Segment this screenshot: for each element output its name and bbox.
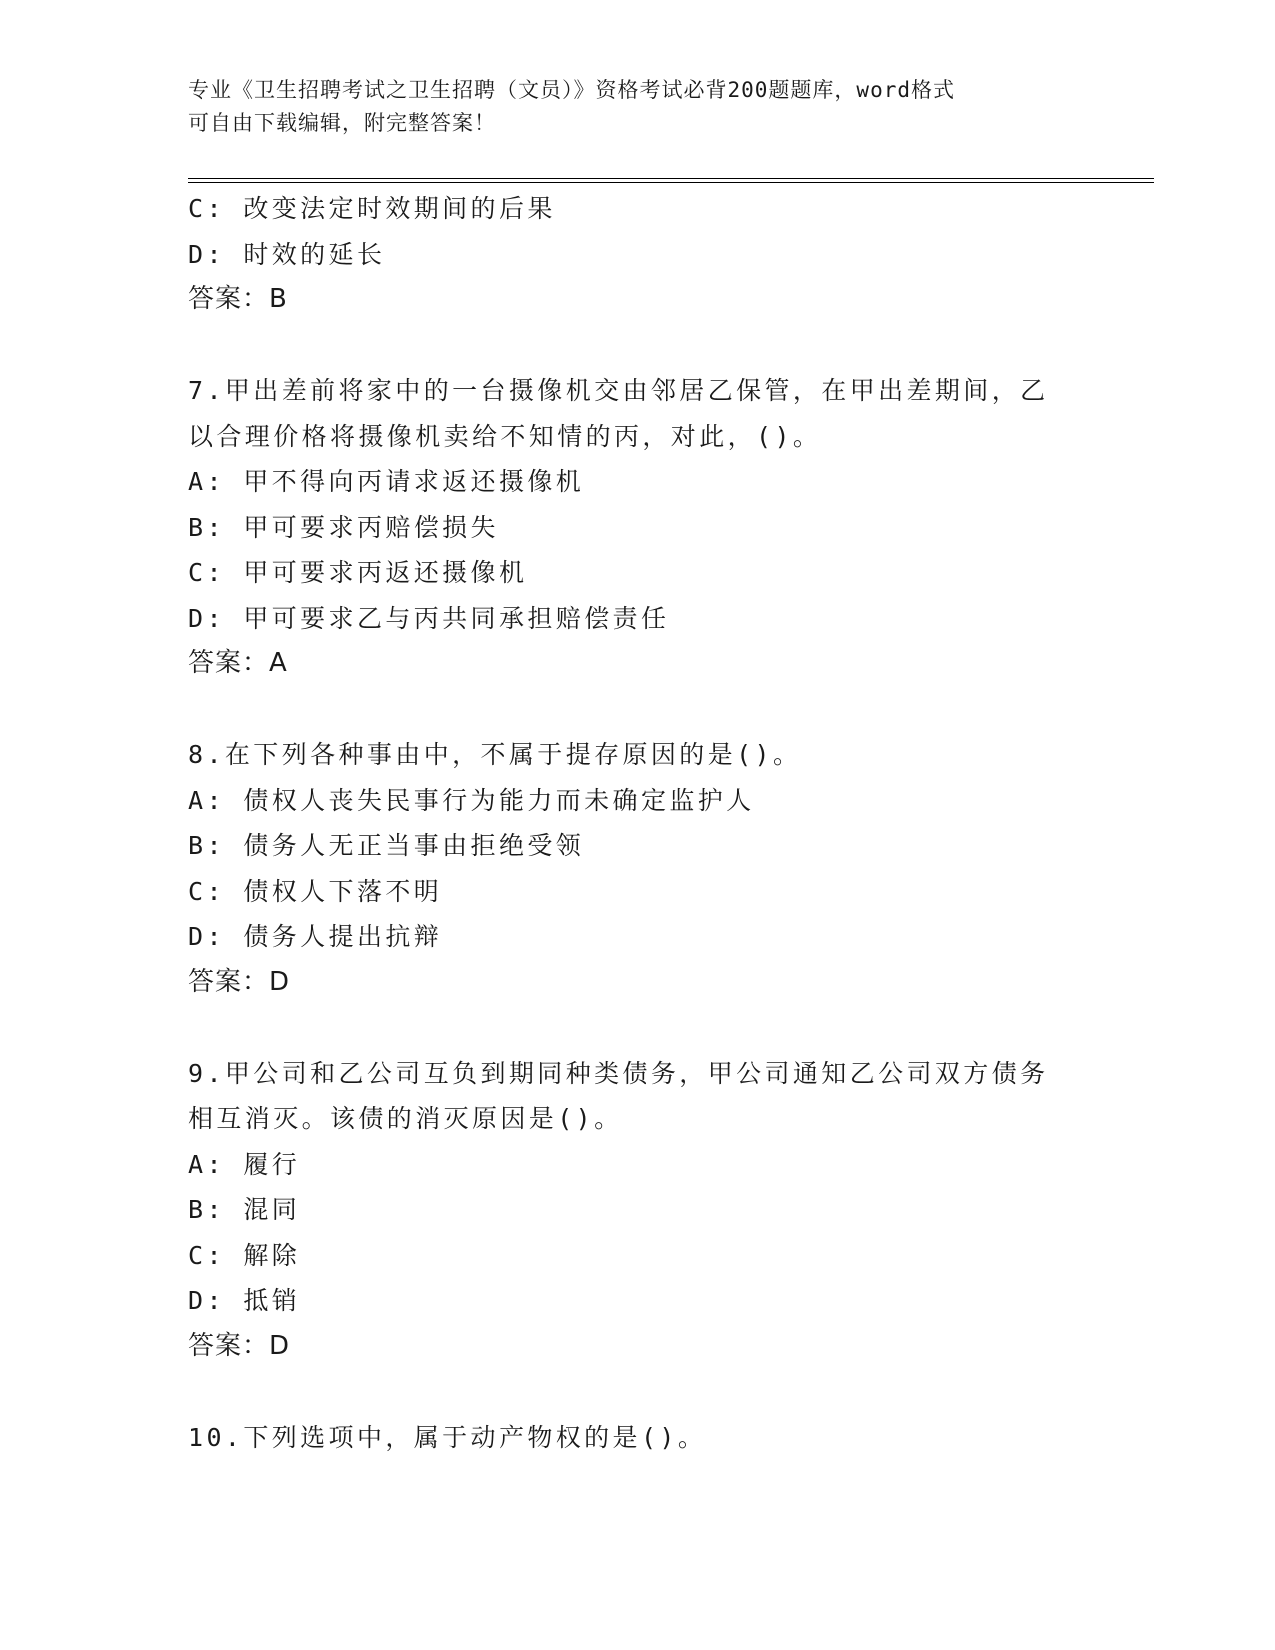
spacer [188, 323, 1088, 369]
q7-stem-line-1: 7.甲出差前将家中的一台摄像机交由邻居乙保管，在甲出差期间，乙 [188, 376, 1049, 405]
q9-stem-line-2: 相互消灭。该债的消灭原因是()。 [188, 1104, 623, 1133]
q9-option-a: A: 履行 [188, 1149, 301, 1179]
q8-answer: 答案：D [188, 966, 291, 997]
spacer [188, 1369, 1088, 1415]
q6-option-c: C: 改变法定时效期间的后果 [188, 194, 556, 223]
header-title-line-1: 专业《卫生招聘考试之卫生招聘（文员）》资格考试必背200题题库，word格式 [188, 78, 955, 102]
spacer [188, 687, 1088, 733]
page-header [188, 74, 1088, 140]
q8-option-c: C: 债权人下落不明 [188, 876, 443, 906]
q7-option-a: A: 甲不得向丙请求返还摄像机 [188, 467, 585, 496]
q7-option-d: D: 甲可要求乙与丙共同承担赔偿责任 [188, 603, 670, 633]
q9-option-d: D: 抵销 [188, 1286, 301, 1315]
q9-option-c: C: 解除 [188, 1240, 301, 1270]
question-list [188, 186, 1088, 1460]
q6-option-d: D: 时效的延长 [188, 239, 386, 269]
q9-option-b: B: 混同 [188, 1195, 301, 1224]
q9-stem-line-1: 9.甲公司和乙公司互负到期同种类债务，甲公司通知乙公司双方债务 [188, 1058, 1049, 1088]
q8-option-a: A: 债权人丧失民事行为能力而未确定监护人 [188, 785, 755, 815]
spacer [188, 1005, 1088, 1051]
q9-answer: 答案：D [188, 1330, 291, 1361]
q7-option-b: B: 甲可要求丙赔偿损失 [188, 512, 499, 542]
q6-answer: 答案：B [188, 284, 288, 314]
q8-option-d: D: 债务人提出抗辩 [188, 922, 443, 951]
q8-stem-line-1: 8.在下列各种事由中，不属于提存原因的是()。 [188, 740, 802, 769]
q7-answer: 答案：A [188, 648, 288, 678]
header-divider [188, 178, 1154, 183]
q8-option-b: B: 债务人无正当事由拒绝受领 [188, 831, 585, 860]
q7-stem-line-2: 以合理价格将摄像机卖给不知情的丙，对此，()。 [188, 421, 822, 451]
q10-stem-line-1: 10.下列选项中，属于动产物权的是()。 [188, 1422, 707, 1452]
header-title-line-2: 可自由下载编辑，附完整答案！ [188, 111, 496, 135]
q7-option-c: C: 甲可要求丙返还摄像机 [188, 558, 528, 587]
